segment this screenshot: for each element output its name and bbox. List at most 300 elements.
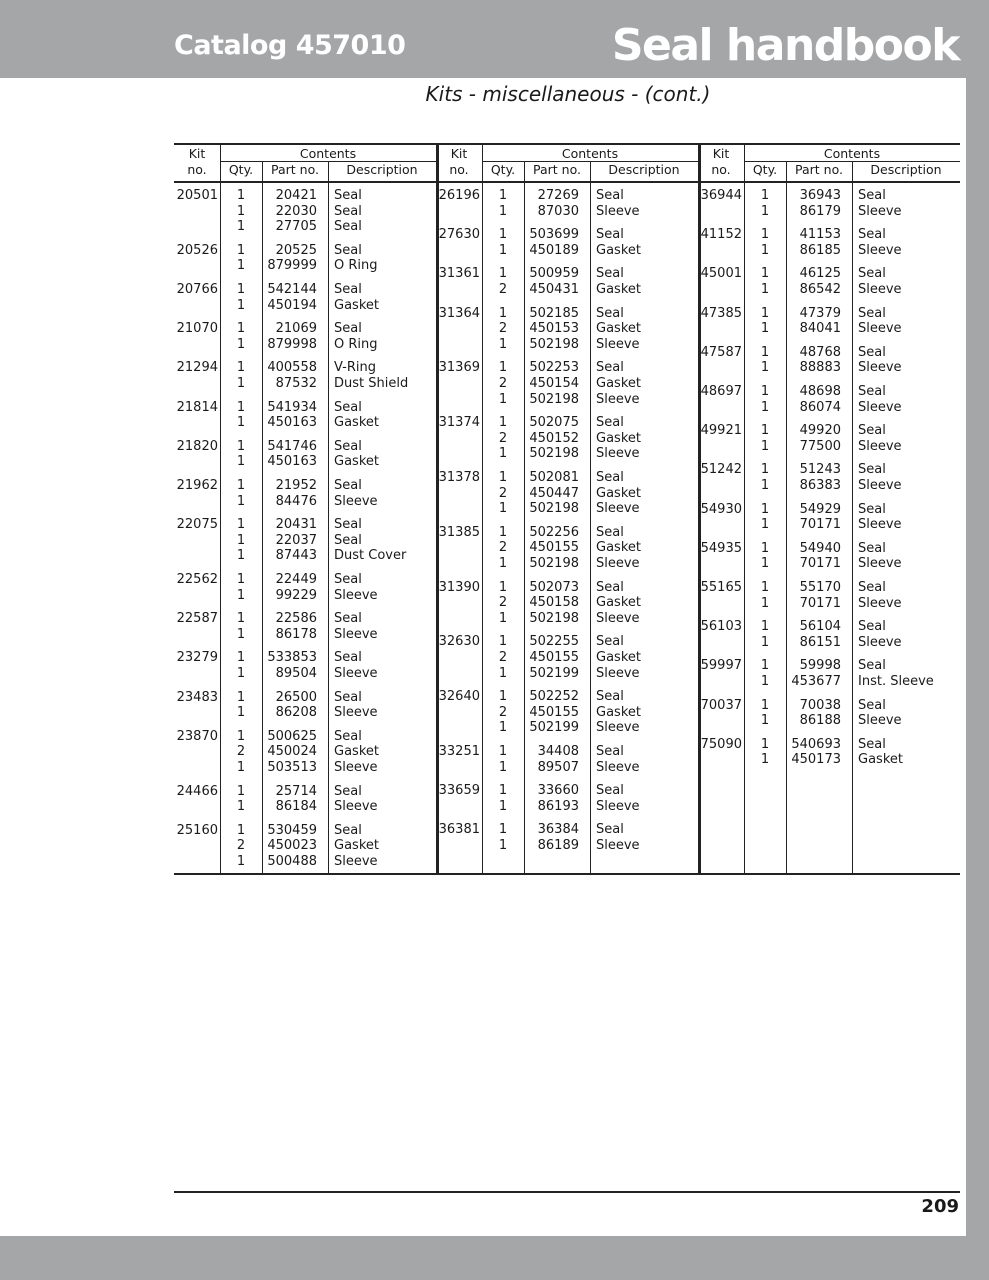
- item-qty: 1: [498, 266, 508, 282]
- item-qty: 1: [236, 219, 246, 235]
- item-description: Gasket: [596, 485, 641, 501]
- item-qty: 1: [498, 579, 508, 595]
- item-description: Sleeve: [858, 517, 902, 533]
- kit-number: 32640: [438, 689, 480, 705]
- item-description: Sleeve: [858, 203, 902, 219]
- item-part-number: 879999: [267, 258, 317, 274]
- item-description: Seal: [596, 822, 624, 838]
- item-qty: 1: [498, 415, 508, 431]
- item-part-number: 450155: [529, 704, 579, 720]
- item-description: Seal: [596, 305, 624, 321]
- item-description: Sleeve: [334, 799, 378, 815]
- item-qty: 1: [498, 556, 508, 571]
- item-part-number: 500488: [267, 854, 317, 869]
- kit-number: 47587: [700, 344, 742, 360]
- item-description: O Ring: [334, 336, 378, 352]
- kit-number: 48697: [700, 384, 742, 399]
- item-description: Seal: [858, 697, 886, 713]
- item-qty: 1: [760, 540, 770, 556]
- item-description: Gasket: [334, 744, 379, 760]
- item-qty: 1: [236, 705, 246, 721]
- item-part-number: 450163: [267, 415, 317, 431]
- item-description: Seal: [596, 783, 624, 799]
- column-divider: [852, 161, 853, 873]
- item-description: Seal: [858, 462, 886, 478]
- item-qty: 1: [236, 336, 246, 352]
- item-part-number: 540693: [791, 736, 841, 752]
- item-part-number: 86188: [799, 713, 841, 729]
- item-qty: 1: [498, 720, 508, 736]
- item-part-number: 47379: [799, 305, 841, 321]
- item-part-number: 21952: [275, 478, 317, 493]
- item-description: Seal: [858, 580, 886, 595]
- item-qty: 2: [498, 321, 508, 337]
- item-qty: 1: [760, 344, 770, 360]
- kit-number: 54935: [700, 540, 742, 556]
- item-qty: 1: [760, 321, 770, 337]
- header-kit-line1: Kit: [712, 146, 730, 161]
- item-part-number: 502199: [529, 665, 579, 681]
- header-part-no: Part no.: [795, 162, 843, 177]
- item-part-number: 502256: [529, 524, 579, 540]
- item-qty: 1: [760, 697, 770, 713]
- item-part-number: 502073: [529, 579, 579, 595]
- item-qty: 1: [760, 619, 770, 635]
- item-qty: 2: [498, 376, 508, 391]
- header-kit-line2: no.: [187, 162, 207, 177]
- item-qty: 1: [760, 595, 770, 611]
- item-qty: 1: [760, 674, 770, 689]
- item-description: Sleeve: [858, 282, 902, 297]
- kit-number: 22587: [176, 611, 218, 627]
- item-part-number: 879998: [267, 336, 317, 352]
- item-description: Gasket: [596, 376, 641, 391]
- item-description: Sleeve: [858, 556, 902, 572]
- item-description: Sleeve: [334, 493, 378, 509]
- section-subtitle: Kits - miscellaneous - (cont.): [425, 82, 711, 106]
- kit-number: 27630: [438, 227, 480, 243]
- item-description: Gasket: [858, 752, 903, 768]
- item-qty: 1: [236, 650, 246, 666]
- item-qty: 1: [498, 689, 508, 705]
- item-description: Seal: [334, 188, 362, 203]
- item-qty: 1: [760, 203, 770, 219]
- item-description: Seal: [858, 305, 886, 321]
- item-part-number: 86193: [537, 798, 579, 814]
- item-description: Sleeve: [334, 626, 378, 642]
- item-part-number: 84041: [799, 321, 841, 337]
- kit-number: 21070: [176, 321, 218, 337]
- item-part-number: 502255: [529, 634, 579, 650]
- item-qty: 1: [760, 227, 770, 243]
- footer-rule: [174, 1191, 960, 1193]
- item-qty: 2: [236, 838, 246, 854]
- item-description: Sleeve: [858, 438, 902, 454]
- item-part-number: 36384: [537, 822, 579, 838]
- item-qty: 1: [498, 470, 508, 485]
- footer-bar: [0, 1236, 989, 1280]
- item-qty: 1: [498, 305, 508, 321]
- kit-number: 23870: [176, 728, 218, 744]
- kit-number: 21820: [176, 438, 218, 454]
- item-part-number: 502199: [529, 720, 579, 736]
- kit-number: 31361: [438, 266, 480, 282]
- item-part-number: 48768: [799, 344, 841, 360]
- item-description: Sleeve: [596, 838, 640, 853]
- item-part-number: 86383: [799, 478, 841, 493]
- item-description: Seal: [858, 736, 886, 752]
- item-description: Seal: [334, 689, 362, 705]
- item-part-number: 33660: [537, 783, 579, 799]
- column-divider: [328, 161, 329, 873]
- item-qty: 1: [760, 462, 770, 478]
- item-part-number: 36943: [799, 188, 841, 203]
- kit-number: 20766: [176, 282, 218, 297]
- item-part-number: 502198: [529, 501, 579, 517]
- item-qty: 1: [236, 611, 246, 627]
- item-qty: 1: [760, 423, 770, 439]
- group-divider: [436, 143, 439, 873]
- item-qty: 1: [760, 556, 770, 572]
- item-description: Seal: [334, 650, 362, 666]
- header-contents: Contents: [823, 146, 881, 161]
- item-qty: 1: [498, 360, 508, 376]
- item-qty: 2: [498, 485, 508, 501]
- header-kit-line1: Kit: [188, 146, 206, 161]
- item-description: Gasket: [596, 540, 641, 556]
- header-part-no: Part no.: [533, 162, 581, 177]
- item-description: Seal: [334, 242, 362, 258]
- kit-number: 24466: [176, 783, 218, 799]
- item-description: Inst. Sleeve: [858, 674, 934, 689]
- item-qty: 1: [236, 203, 246, 219]
- item-qty: 1: [498, 759, 508, 775]
- item-part-number: 450431: [529, 282, 579, 297]
- item-part-number: 86178: [275, 626, 317, 642]
- item-qty: 1: [760, 242, 770, 258]
- item-description: Seal: [596, 360, 624, 376]
- item-description: Sleeve: [596, 336, 640, 352]
- table-bottom-rule: [174, 873, 960, 875]
- item-qty: 1: [236, 760, 246, 775]
- kit-number: 33251: [438, 744, 480, 759]
- item-description: Sleeve: [334, 587, 378, 603]
- item-part-number: 450155: [529, 540, 579, 556]
- item-part-number: 500959: [529, 266, 579, 282]
- item-part-number: 502198: [529, 610, 579, 626]
- column-divider: [220, 143, 221, 873]
- item-description: Seal: [858, 384, 886, 399]
- header-contents: Contents: [561, 146, 619, 161]
- item-description: Sleeve: [858, 321, 902, 337]
- item-part-number: 87443: [275, 548, 317, 564]
- item-description: Gasket: [596, 650, 641, 665]
- kit-number: 20501: [176, 188, 218, 203]
- item-qty: 1: [760, 438, 770, 454]
- item-description: Seal: [334, 572, 362, 587]
- item-description: Sleeve: [858, 360, 902, 376]
- item-description: Seal: [334, 282, 362, 297]
- item-description: Seal: [334, 321, 362, 337]
- item-part-number: 46125: [799, 266, 841, 282]
- item-part-number: 502075: [529, 415, 579, 431]
- document-title: Seal handbook: [611, 20, 959, 71]
- item-qty: 1: [236, 399, 246, 415]
- item-qty: 1: [236, 532, 246, 548]
- item-part-number: 70171: [799, 517, 841, 533]
- item-part-number: 502198: [529, 556, 579, 571]
- item-qty: 1: [498, 838, 508, 853]
- kit-number: 49921: [700, 423, 742, 439]
- item-part-number: 450023: [267, 838, 317, 854]
- item-part-number: 99229: [275, 587, 317, 603]
- item-description: Gasket: [596, 242, 641, 258]
- item-qty: 1: [236, 572, 246, 587]
- item-qty: 1: [498, 446, 508, 462]
- item-description: Seal: [858, 423, 886, 439]
- item-description: Seal: [334, 783, 362, 799]
- item-qty: 1: [498, 665, 508, 681]
- item-description: Sleeve: [858, 713, 902, 729]
- item-qty: 1: [498, 524, 508, 540]
- item-qty: 1: [236, 728, 246, 744]
- item-part-number: 502185: [529, 305, 579, 321]
- item-qty: 1: [760, 658, 770, 674]
- item-part-number: 450194: [267, 297, 317, 313]
- item-qty: 1: [236, 626, 246, 642]
- kit-number: 45001: [700, 266, 742, 282]
- kit-number: 31374: [438, 415, 480, 431]
- kit-number: 20526: [176, 242, 218, 258]
- kit-number: 22562: [176, 572, 218, 587]
- kit-number: 23483: [176, 689, 218, 705]
- item-description: O Ring: [334, 258, 378, 274]
- table-header-rule: [174, 181, 960, 183]
- item-qty: 2: [498, 650, 508, 665]
- item-qty: 1: [760, 713, 770, 729]
- item-part-number: 533853: [267, 650, 317, 666]
- item-part-number: 542144: [267, 282, 317, 297]
- kit-number: 23279: [176, 650, 218, 666]
- catalog-number: Catalog 457010: [174, 30, 406, 61]
- item-part-number: 26500: [275, 689, 317, 705]
- item-qty: 2: [498, 704, 508, 720]
- item-qty: 1: [498, 783, 508, 799]
- item-part-number: 22030: [275, 203, 317, 219]
- item-part-number: 86542: [799, 282, 841, 297]
- item-qty: 1: [236, 438, 246, 454]
- item-description: Gasket: [596, 282, 641, 297]
- header-contents: Contents: [299, 146, 357, 161]
- item-description: Seal: [858, 501, 886, 517]
- item-description: Seal: [596, 579, 624, 595]
- item-qty: 1: [236, 587, 246, 603]
- item-part-number: 27269: [537, 188, 579, 203]
- item-part-number: 503513: [267, 760, 317, 775]
- kit-number: 36944: [700, 188, 742, 203]
- item-description: Seal: [596, 188, 624, 203]
- item-description: Seal: [334, 399, 362, 415]
- item-part-number: 86074: [799, 399, 841, 415]
- kit-number: 31369: [438, 360, 480, 376]
- item-part-number: 450152: [529, 430, 579, 446]
- item-qty: 1: [498, 610, 508, 626]
- item-part-number: 453677: [791, 674, 841, 689]
- item-part-number: 502198: [529, 446, 579, 462]
- item-qty: 1: [760, 282, 770, 297]
- header-qty: Qty.: [228, 162, 254, 177]
- item-description: Dust Shield: [334, 376, 409, 391]
- item-description: Sleeve: [858, 242, 902, 258]
- item-qty: 1: [236, 242, 246, 258]
- item-qty: 1: [236, 783, 246, 799]
- item-description: Seal: [334, 219, 362, 235]
- item-qty: 1: [498, 336, 508, 352]
- item-description: Sleeve: [858, 399, 902, 415]
- kit-number: 54930: [700, 501, 742, 517]
- item-description: Gasket: [334, 415, 379, 431]
- item-qty: 1: [236, 454, 246, 470]
- item-part-number: 22586: [275, 611, 317, 627]
- header-part-no: Part no.: [271, 162, 319, 177]
- item-qty: 1: [236, 548, 246, 564]
- item-part-number: 41153: [799, 227, 841, 243]
- header-kit-line2: no.: [711, 162, 731, 177]
- kit-number: 56103: [700, 619, 742, 635]
- item-description: Seal: [334, 438, 362, 454]
- kit-number: 26196: [438, 188, 480, 203]
- item-part-number: 77500: [799, 438, 841, 454]
- kit-number: 22075: [176, 517, 218, 533]
- item-part-number: 450163: [267, 454, 317, 470]
- item-qty: 1: [236, 188, 246, 203]
- item-description: Sleeve: [596, 720, 640, 736]
- item-part-number: 502198: [529, 336, 579, 352]
- item-part-number: 450155: [529, 650, 579, 665]
- item-part-number: 59998: [799, 658, 841, 674]
- item-qty: 1: [236, 799, 246, 815]
- item-description: Sleeve: [596, 391, 640, 407]
- item-description: Dust Cover: [334, 548, 407, 564]
- item-qty: 1: [760, 501, 770, 517]
- kit-number: 47385: [700, 305, 742, 321]
- item-part-number: 20431: [275, 517, 317, 533]
- item-part-number: 541746: [267, 438, 317, 454]
- item-description: Seal: [596, 470, 624, 485]
- item-qty: 1: [236, 376, 246, 391]
- kit-number: 59997: [700, 658, 742, 674]
- item-part-number: 86208: [275, 705, 317, 721]
- item-description: Seal: [596, 524, 624, 540]
- item-qty: 1: [760, 580, 770, 595]
- kit-number: 21294: [176, 360, 218, 376]
- item-qty: 1: [498, 203, 508, 219]
- kit-number: 51242: [700, 462, 742, 478]
- item-part-number: 502253: [529, 360, 579, 376]
- item-qty: 1: [760, 634, 770, 650]
- item-description: Seal: [334, 517, 362, 533]
- item-description: Gasket: [334, 454, 379, 470]
- item-qty: 1: [498, 798, 508, 814]
- item-qty: 1: [236, 321, 246, 337]
- item-qty: 1: [760, 399, 770, 415]
- item-part-number: 84476: [275, 493, 317, 509]
- item-qty: 1: [236, 822, 246, 838]
- item-description: Sleeve: [596, 610, 640, 626]
- item-description: Gasket: [596, 704, 641, 720]
- item-description: Seal: [334, 728, 362, 744]
- side-strip: [966, 78, 989, 1238]
- item-part-number: 88883: [799, 360, 841, 376]
- item-qty: 1: [760, 384, 770, 399]
- item-qty: 2: [498, 595, 508, 611]
- item-qty: 1: [760, 478, 770, 493]
- item-description: Seal: [858, 658, 886, 674]
- item-part-number: 70171: [799, 595, 841, 611]
- column-divider: [482, 143, 483, 873]
- item-part-number: 70171: [799, 556, 841, 572]
- item-part-number: 86184: [275, 799, 317, 815]
- item-description: Gasket: [596, 321, 641, 337]
- item-part-number: 500625: [267, 728, 317, 744]
- table-top-rule: [174, 143, 960, 145]
- kit-number: 31378: [438, 470, 480, 485]
- item-part-number: 54929: [799, 501, 841, 517]
- item-description: Seal: [596, 266, 624, 282]
- kit-number: 31390: [438, 579, 480, 595]
- item-part-number: 20525: [275, 242, 317, 258]
- item-qty: 1: [236, 666, 246, 681]
- item-description: Gasket: [596, 430, 641, 446]
- item-description: Seal: [596, 227, 624, 243]
- item-description: V-Ring: [334, 360, 376, 376]
- item-qty: 2: [498, 430, 508, 446]
- item-qty: 1: [236, 689, 246, 705]
- item-qty: 1: [760, 305, 770, 321]
- item-description: Seal: [334, 822, 362, 838]
- kit-number: 21962: [176, 478, 218, 493]
- item-description: Sleeve: [596, 759, 640, 775]
- item-description: Seal: [858, 188, 886, 203]
- item-part-number: 450154: [529, 376, 579, 391]
- item-part-number: 51243: [799, 462, 841, 478]
- item-part-number: 34408: [537, 744, 579, 759]
- item-description: Seal: [334, 532, 362, 548]
- item-qty: 1: [236, 493, 246, 509]
- item-part-number: 400558: [267, 360, 317, 376]
- item-description: Sleeve: [596, 556, 640, 571]
- item-part-number: 450024: [267, 744, 317, 760]
- item-qty: 1: [760, 266, 770, 282]
- item-description: Sleeve: [858, 595, 902, 611]
- item-qty: 1: [498, 822, 508, 838]
- item-part-number: 86179: [799, 203, 841, 219]
- item-qty: 2: [498, 282, 508, 297]
- item-qty: 1: [760, 360, 770, 376]
- item-part-number: 86189: [537, 838, 579, 853]
- kit-number: 32630: [438, 634, 480, 650]
- item-description: Seal: [858, 344, 886, 360]
- item-description: Sleeve: [596, 446, 640, 462]
- kit-number: 21814: [176, 399, 218, 415]
- kit-number: 75090: [700, 736, 742, 752]
- item-qty: 1: [498, 227, 508, 243]
- item-qty: 1: [236, 258, 246, 274]
- item-part-number: 87532: [275, 376, 317, 391]
- item-description: Gasket: [596, 595, 641, 611]
- item-part-number: 54940: [799, 540, 841, 556]
- item-qty: 1: [760, 736, 770, 752]
